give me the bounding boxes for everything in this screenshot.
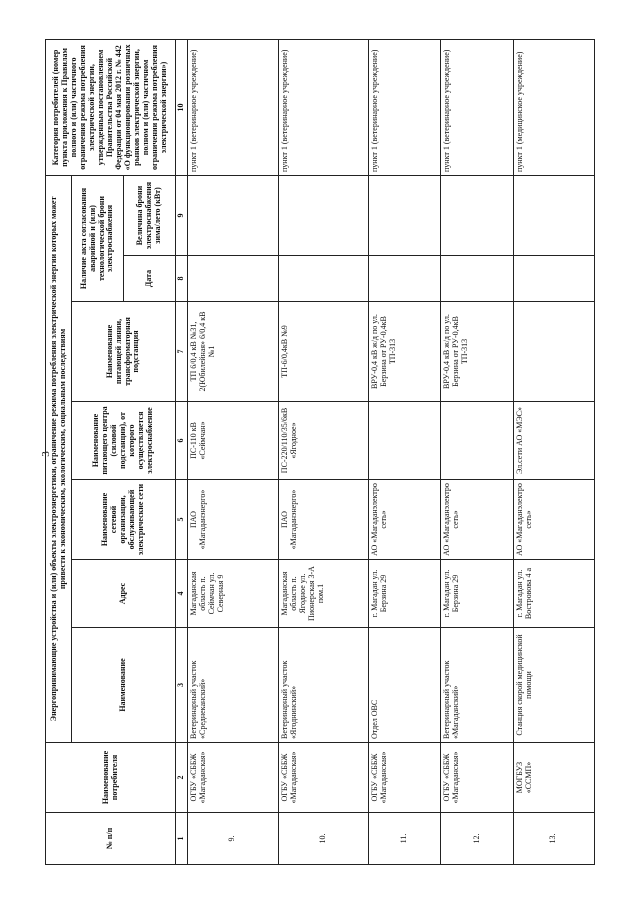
column-index: 9 [176,175,188,255]
header-group: Энергопринимающие устройства и (или) объекты электроэнергетики, ограничение режима потребления электрической энергии которых может привести к экономическим, экологическим, социальным последствиям [46,175,72,742]
act-value [513,175,594,255]
table-row [278,39,369,864]
header-line: Наименование питающей линии, трансформаторная подстанция [72,302,176,402]
header-feeding-center: Наименование питающего центра (силовой подстанции), от которого осуществляется электроснабжение [72,402,176,480]
header-network: Наименование сетевой организации, обслуживающей электрические сети [72,480,176,560]
header-category: Категория потребителей (номер пункта приложения к Правилам полного и (или) частичного ограничения режима потребления электрической энергии, утвержденным постановлением Правительства Российской Федерации от 04 мая 2012 г. № 442 «О функционировании розничных рынков электрической энергии, полном и (или) частичном ограничении режима потребления электрической энергии») [46,39,176,175]
column-index: 6 [176,402,188,480]
consumer-category: пункт 1 (медицинское учреждение) [513,39,594,175]
object-name: Ветеринарный участок «Ягоднинский» [278,628,369,743]
network-org: АО «Магаданэлектро сеть» [369,480,441,560]
consumer-name: ОГБУ «СББЖ «Магаданская» [369,743,441,813]
header-consumer: Наименование потребителя [46,743,176,813]
network-org: ПАО «Магаданэнерго» [278,480,369,560]
header-act-date: Дата [124,256,176,302]
header-act-value: Величина брони электроснабжения зима/лето (кВт) [124,175,176,255]
column-index: 8 [176,256,188,302]
feeding-center [441,402,513,480]
act-value [278,175,369,255]
feeding-center: Эл.сети АО «МЭС» [513,402,594,480]
network-org: АО «Магаданэлектро сеть» [441,480,513,560]
consumer-name: ОГБУ «СББЖ «Магаданская» [278,743,369,813]
header-address: Адрес [72,560,176,628]
column-index: 7 [176,302,188,402]
column-index: 3 [176,628,188,743]
feeding-line [513,302,594,402]
consumer-name: МОГБУЗ «ССМП» [513,743,594,813]
network-org: ПАО «Магаданэнерго» [188,480,279,560]
header-name: Наименование [72,628,176,743]
feeding-line: ВРУ-0,4 кВ ж/д по ул. Берзина от РУ-0,4кВ ТП-313 [369,302,441,402]
column-index: 10 [176,39,188,175]
consumer-name: ОГБУ «СББЖ «Магаданская» [188,743,279,813]
act-date [278,256,369,302]
object-name: Станция скорой медицинской помощи [513,628,594,743]
feeding-center: ПС-220/110/35/6кВ «Ягодное» [278,402,369,480]
row-number: 9. [188,813,279,865]
network-org: АО «Магаданэлектро сеть» [513,480,594,560]
act-value [369,175,441,255]
table-row [188,39,279,864]
object-address: Магаданская область п. Ягодное ул. Пионерская 3-А пом.1 [278,560,369,628]
act-date [188,256,279,302]
act-date [369,256,441,302]
row-number: 10. [278,813,369,865]
act-date [441,256,513,302]
act-date [513,256,594,302]
object-address: г. Магадан ул. Берзина 29 [441,560,513,628]
object-address: г. Магадан ул. Берзина 29 [369,560,441,628]
consumer-category: пункт 1 (ветеринарное учреждение) [188,39,279,175]
table-row [513,39,594,864]
consumer-name: ОГБУ «СББЖ «Магаданская» [441,743,513,813]
object-name: Ветеринарный участок «Среднеканский» [188,628,279,743]
column-index: 2 [176,743,188,813]
feeding-line: ТП-6/0,4кВ №9 [278,302,369,402]
feeding-center: ПС-110 кВ «Сеймчан» [188,402,279,480]
object-address: Магаданская область п. Сеймчан ул. Северная 9 [188,560,279,628]
row-number: 11. [369,813,441,865]
rotated-page-area [45,40,595,865]
page-number: 3 [40,451,52,457]
consumer-category: пункт 1 (ветеринарное учреждение) [278,39,369,175]
row-number: 13. [513,813,594,865]
consumer-category: пункт 1 (ветеринарное учреждение) [441,39,513,175]
header-num: № п/п [46,813,176,865]
object-name: Ветеринарный участок «Магаданский» [441,628,513,743]
row-number: 12. [441,813,513,865]
column-index-row [176,39,188,864]
object-address: г. Магадан ул. Востровова 4 а [513,560,594,628]
act-value [441,175,513,255]
feeding-line: ТП 6/0,4 кВ №31, 2(Юбилейная» 6/0,4 кВ №1 [188,302,279,402]
rotated-table-wrapper [45,40,595,865]
column-index: 4 [176,560,188,628]
column-index: 5 [176,480,188,560]
consumers-table [45,39,595,865]
table-row [441,39,513,864]
header-act: Наличие акта согласования аварийной и (или) технологической брони электроснабжения [72,175,124,301]
table-row [369,39,441,864]
act-value [188,175,279,255]
feeding-center [369,402,441,480]
feeding-line: ВРУ-0,4 кВ ж/д по ул. Берзина от РУ-0,4кВ ТП-313 [441,302,513,402]
object-name: Отдел ОВС [369,628,441,743]
column-index: 1 [176,813,188,865]
consumer-category: пункт 1 (ветеринарное учреждение) [369,39,441,175]
